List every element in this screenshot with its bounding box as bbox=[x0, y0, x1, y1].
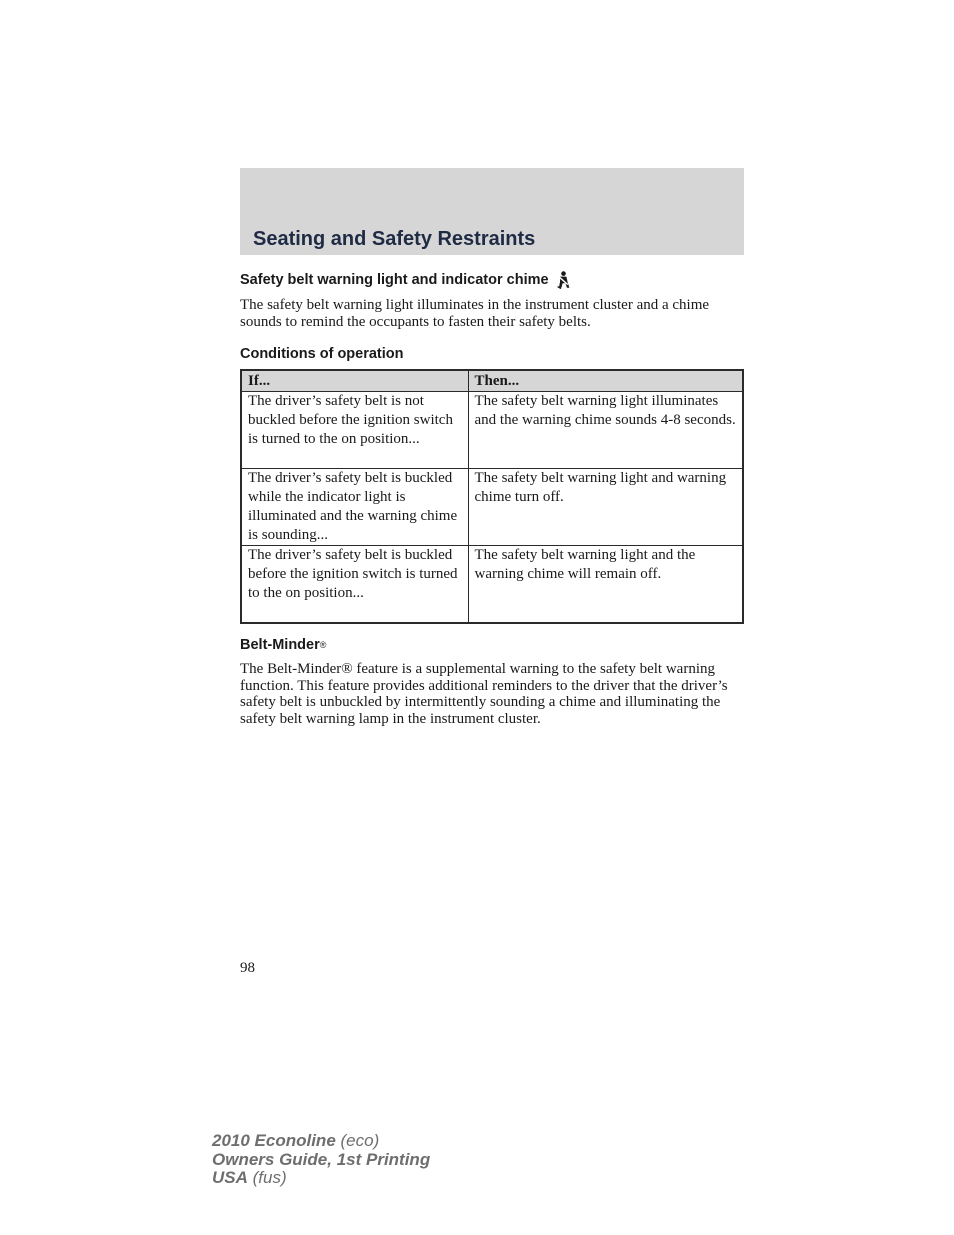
footer-line-3 bbox=[212, 1169, 430, 1188]
footer-printing: Owners Guide, 1st Printing bbox=[212, 1149, 431, 1169]
safety-belt-warning-heading-text: Safety belt warning light and indicator chime bbox=[240, 272, 549, 288]
table-row bbox=[241, 546, 743, 624]
conditions-heading: Conditions of operation bbox=[240, 346, 404, 363]
belt-minder-heading-text: Belt-Minder bbox=[240, 637, 320, 654]
section-header-band bbox=[240, 168, 744, 255]
safety-belt-warning-heading bbox=[240, 271, 744, 289]
table-cell-if: The driver’s safety belt is buckled while the indicator light is illuminated and the warning chime is sounding... bbox=[241, 469, 468, 546]
footer-model: 2010 Econoline bbox=[212, 1131, 336, 1150]
table-cell-if: The driver’s safety belt is buckled before the ignition switch is turned to the on position... bbox=[241, 546, 468, 624]
table-cell-then: The safety belt warning light and warning chime turn off. bbox=[468, 469, 743, 546]
footer-model-code: (eco) bbox=[340, 1131, 380, 1150]
table-cell-then: The safety belt warning light and the warning chime will remain off. bbox=[468, 546, 743, 624]
table-header-row bbox=[241, 370, 743, 392]
conditions-table bbox=[240, 369, 744, 624]
page-number: 98 bbox=[240, 960, 255, 976]
footer-line-2 bbox=[212, 1151, 430, 1170]
column-header-if: If... bbox=[241, 370, 468, 392]
table-cell-if: The driver’s safety belt is not buckled before the ignition switch is turned to the on position... bbox=[241, 392, 468, 469]
page-content bbox=[240, 268, 744, 728]
table-cell-then: The safety belt warning light illuminates and the warning chime sounds 4-8 seconds. bbox=[468, 392, 743, 469]
seatbelt-warning-icon bbox=[555, 271, 571, 289]
belt-minder-paragraph: The Belt-Minder® feature is a supplemental warning to the safety belt warning function. This feature provides additional reminders to the driver that the driver’s safety belt is unbuckled by intermittently sounding a chime and illuminating the safety belt warning lamp in the instrument cluster. bbox=[240, 661, 728, 727]
registered-mark: ® bbox=[319, 640, 327, 651]
belt-minder-heading bbox=[240, 637, 744, 653]
footer-market: USA bbox=[212, 1168, 248, 1187]
page-title: Seating and Safety Restraints bbox=[253, 228, 536, 250]
table-row bbox=[241, 469, 743, 546]
column-header-then: Then... bbox=[468, 370, 743, 392]
footer-line-1 bbox=[212, 1132, 430, 1151]
table-row bbox=[241, 392, 743, 469]
document-footer bbox=[212, 1132, 430, 1188]
safety-belt-warning-paragraph: The safety belt warning light illuminates in the instrument cluster and a chime sounds to remind the occupants to fasten their safety belts. bbox=[240, 297, 710, 330]
footer-market-code: (fus) bbox=[252, 1168, 287, 1187]
